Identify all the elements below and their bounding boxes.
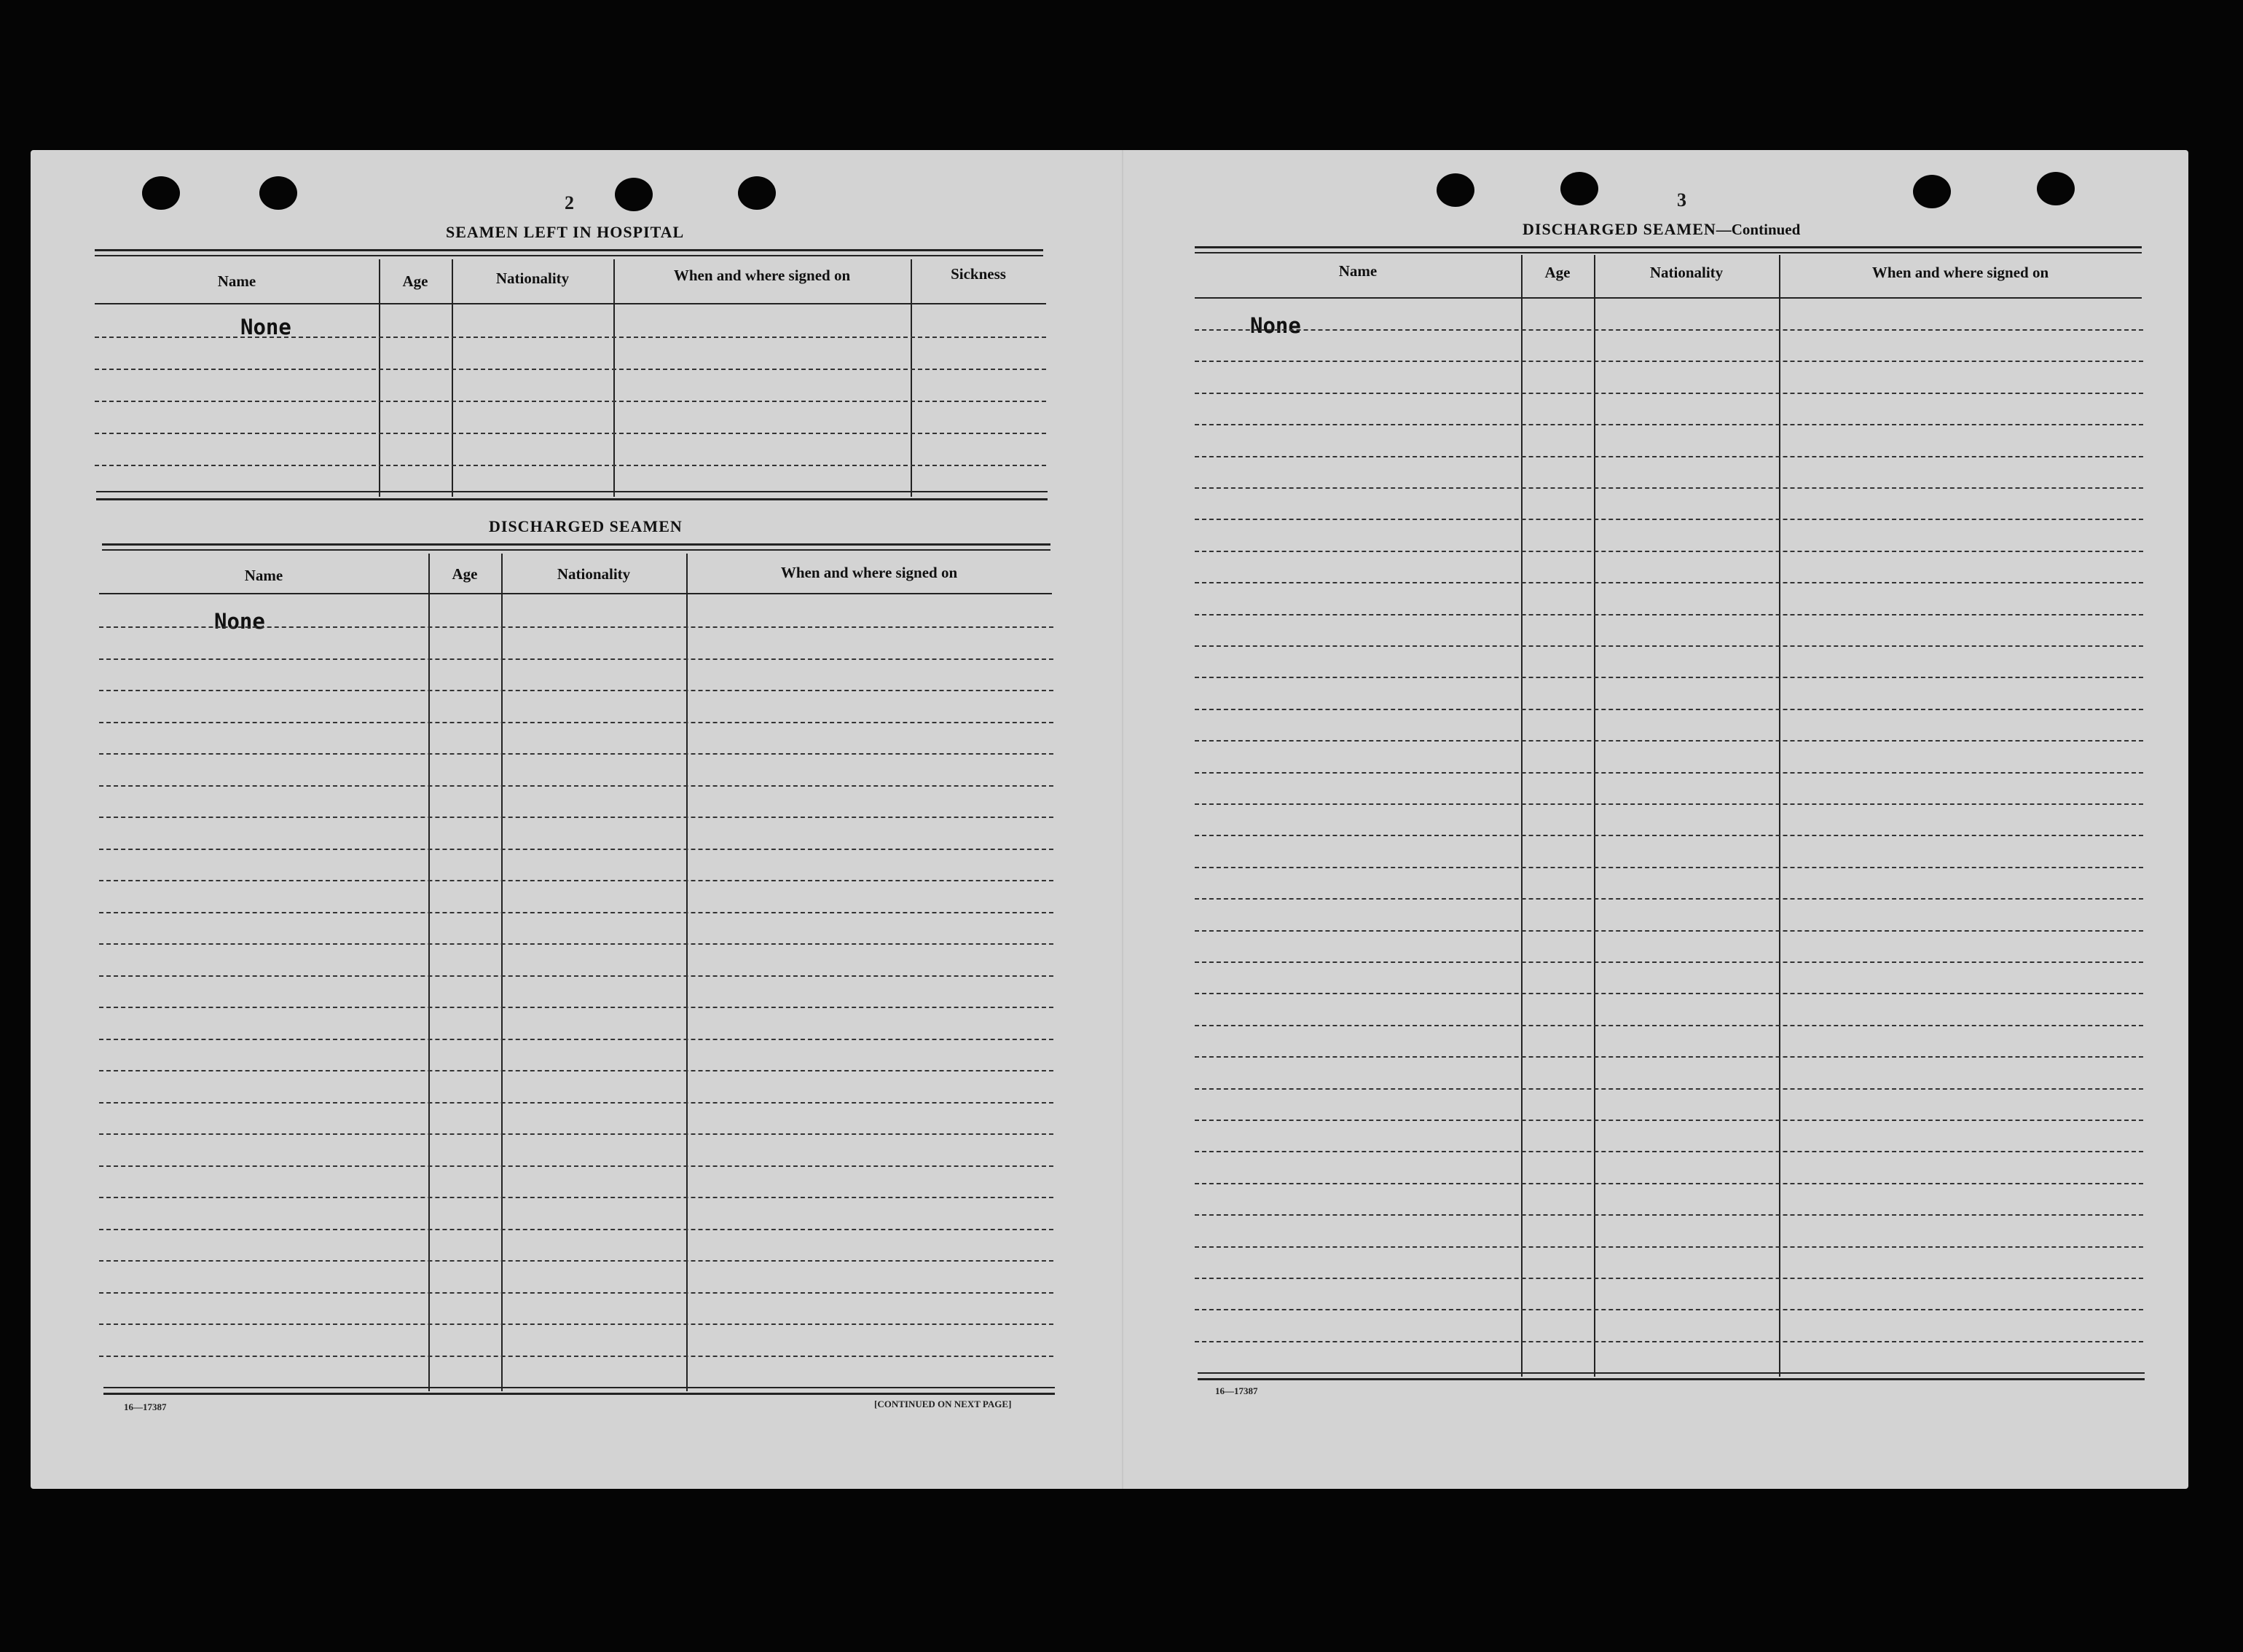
hospital-col-signed-on: When and where signed on [673, 267, 851, 284]
hospital-col-name: Name [217, 272, 256, 290]
ruled-line [1195, 1088, 2143, 1090]
page-number-right: 3 [1677, 189, 1686, 211]
continued-note: [CONTINUED ON NEXT PAGE] [874, 1399, 1012, 1409]
ruled-line [95, 433, 1046, 434]
ruled-line [1195, 1120, 2143, 1121]
binder-hole [1560, 172, 1598, 205]
ruled-line [1195, 1025, 2143, 1026]
ruled-line [1195, 961, 2143, 963]
ruled-line [1195, 519, 2143, 520]
ruled-line [99, 912, 1053, 913]
discharged-entry: None [214, 609, 265, 634]
ruled-line [1195, 645, 2143, 647]
binder-hole [615, 178, 653, 211]
binder-hole [738, 176, 776, 210]
ruled-line [99, 1165, 1053, 1167]
form-number-left: 16—17387 [124, 1401, 167, 1412]
ruled-line [99, 1323, 1053, 1325]
ruled-line [99, 1356, 1053, 1357]
ruled-line [99, 943, 1053, 945]
center-fold [1122, 150, 1123, 1489]
binder-hole [259, 176, 297, 210]
page-number-left: 2 [565, 192, 574, 213]
ruled-line [99, 1229, 1053, 1230]
ruled-line [1195, 930, 2143, 932]
discharged-col-nationality: Nationality [557, 565, 631, 583]
ruled-line [99, 1102, 1053, 1104]
ruled-line [1195, 1246, 2143, 1248]
ruled-line [99, 753, 1053, 755]
discharged-col-age: Age [452, 565, 478, 583]
ruled-line [95, 465, 1046, 466]
ruled-line [99, 785, 1053, 787]
ruled-line [1195, 1056, 2143, 1058]
ruled-line [99, 817, 1053, 818]
ruled-line [99, 626, 1053, 628]
ruled-line [95, 401, 1046, 402]
ruled-line [1195, 1341, 2143, 1342]
hospital-col-age: Age [402, 272, 428, 290]
hospital-col-sickness: Sickness [951, 265, 1006, 283]
ruled-line [99, 1292, 1053, 1294]
continued-col-nationality: Nationality [1649, 264, 1724, 281]
hospital-section-title: SEAMEN LEFT IN HOSPITAL [446, 223, 685, 241]
ruled-line [1195, 1151, 2143, 1152]
hospital-entry: None [240, 315, 291, 339]
ruled-line [99, 849, 1053, 850]
ruled-line [99, 658, 1053, 660]
ruled-line [1195, 551, 2143, 552]
ruled-line [99, 880, 1053, 881]
manifest-sheet [31, 150, 2188, 1489]
ruled-line [99, 1007, 1053, 1008]
ruled-line [1195, 709, 2143, 710]
continued-title-main: DISCHARGED SEAMEN [1523, 220, 1716, 238]
ruled-line [99, 1197, 1053, 1198]
ruled-line [99, 1070, 1053, 1071]
discharged-section-title: DISCHARGED SEAMEN [489, 517, 683, 535]
continued-col-signed-on: When and where signed on [1871, 264, 2049, 281]
ruled-line [99, 1260, 1053, 1262]
ruled-line [99, 1133, 1053, 1135]
ruled-line [1195, 993, 2143, 994]
continued-col-age: Age [1544, 264, 1571, 281]
ruled-line [1195, 456, 2143, 457]
continued-entry: None [1250, 313, 1301, 338]
ruled-line [1195, 393, 2143, 394]
discharged-col-name: Name [244, 567, 283, 584]
ruled-line [1195, 424, 2143, 425]
continued-section-title [1523, 220, 1800, 239]
ruled-line [1195, 487, 2143, 489]
continued-col-name: Name [1338, 262, 1378, 280]
ruled-line [1195, 614, 2143, 615]
hospital-col-nationality: Nationality [495, 270, 570, 287]
form-number-right: 16—17387 [1215, 1385, 1258, 1396]
ruled-line [1195, 772, 2143, 774]
ruled-line [1195, 1183, 2143, 1184]
ruled-line [1195, 361, 2143, 362]
ruled-line [1195, 677, 2143, 678]
ruled-line [1195, 1214, 2143, 1216]
ruled-line [99, 690, 1053, 691]
ruled-line [1195, 740, 2143, 742]
ruled-line [99, 722, 1053, 723]
ruled-line [1195, 329, 2143, 331]
ruled-line [99, 1039, 1053, 1040]
ruled-line [95, 337, 1046, 338]
binder-hole [1913, 175, 1951, 208]
ruled-line [1195, 1278, 2143, 1279]
ruled-line [99, 975, 1053, 977]
ruled-line [1195, 803, 2143, 805]
ruled-line [1195, 582, 2143, 583]
ruled-line [95, 369, 1046, 370]
continued-title-suffix: —Continued [1716, 221, 1801, 238]
ruled-line [1195, 1309, 2143, 1310]
binder-hole [2037, 172, 2075, 205]
ruled-line [1195, 835, 2143, 836]
discharged-col-signed-on: When and where signed on [780, 564, 958, 581]
ruled-line [1195, 898, 2143, 900]
binder-hole [142, 176, 180, 210]
binder-hole [1437, 173, 1474, 207]
ruled-line [1195, 867, 2143, 868]
